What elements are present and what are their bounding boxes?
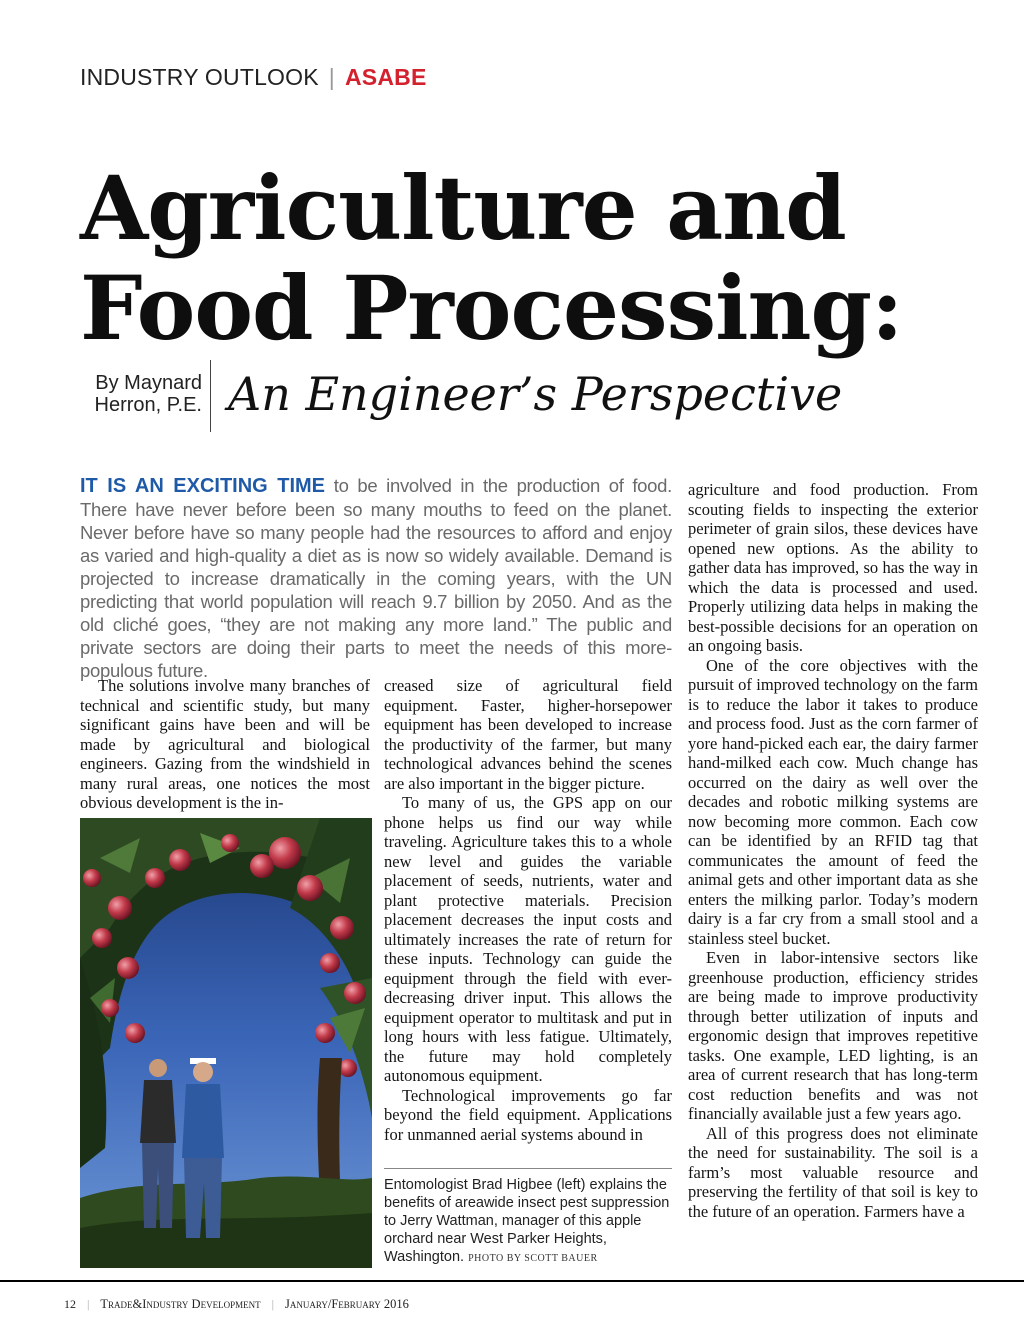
orchard-photo <box>80 818 372 1268</box>
byline <box>60 372 202 416</box>
kicker-separator: | <box>328 64 335 90</box>
body-paragraph: One of the core objectives with the pursuit of improved technology on the farm is to reduce the labor it takes to produce and process food. Just as the corn farmer of yore hand-picked each ear, the dairy farmer hand-milked each cow. Much change has occurred on the dairy as well over the decades and robotic milking systems are now becoming more common. Each cow can be identified by an RFID tag that communicates the amount of feed the animal gets and other important data as she enters the milking parlor. Today’s modern dairy is a far cry from a small stool and a stainless steel bucket. <box>688 655 978 948</box>
title-line-1: Agriculture and <box>80 156 846 260</box>
body-paragraph: The solutions involve many branches of technical and scientific study, but many significant gains have been and will be made by agricultural and biological engineers. Gazing from the windshield in many rural areas, one notices the most obvious development is the in- <box>80 676 370 812</box>
body-paragraph: To many of us, the GPS app on our phone helps us find our way while traveling. Agriculture takes this to a whole new level and guides the variable placement of seeds, nutrients, water and plant protective materials. Precision placement decreases the input costs and ultimately increases the rate of return for these inputs. Technology can guide the equipment through the field with ever-decreasing driver input. This allows the equipment operator to multitask and put in long hours with less fatigue. Ultimately, the future may hold completely autonomous equipment. <box>384 793 672 1085</box>
publication-name: Trade&Industry Development <box>100 1297 261 1311</box>
body-paragraph: Even in labor-intensive sectors like greenhouse production, efficiency strides are being made to improve productivity through better utilization of inputs and ergonomic design that improves repetitive tasks. One example, LED lighting, is an area of current research that has long-term cost reduction benefits and was not financially available just a few years ago. <box>688 948 978 1123</box>
body-column-1 <box>80 676 370 813</box>
byline-line-2: Herron, P.E. <box>94 394 202 416</box>
photo-caption <box>384 1176 674 1268</box>
page-footer <box>64 1297 409 1312</box>
caption-text: Entomologist Brad Higbee (left) explains the benefits of areawide insect pest suppression to Jerry Wattman, manager of this apple orchard near West Parker Heights, Washington. <box>384 1177 670 1265</box>
section-kicker <box>80 64 427 91</box>
photo-credit: PHOTO BY SCOTT BAUER <box>468 1253 598 1264</box>
lede-text: to be involved in the production of food. There have never before been so many mouths to feed on the planet. Never before have so many people had the resources to afford and enjoy as varied and high-quality a diet as is now so widely available. Demand is projected to increase dramatically in the coming years, with the UN predicting that world population will reach 9.7 billion by 2050. And as the old cliché goes, “they are not making any more land.” The public and private sectors are doing their parts to meet the needs of this more-populous future. <box>80 475 672 681</box>
byline-line-1: By Maynard <box>95 372 202 394</box>
body-paragraph: Technological improvements go far beyond the field equipment. Applications for unmanned aerial systems abound in <box>384 1085 672 1144</box>
body-column-3 <box>688 480 978 1221</box>
caption-divider <box>384 1168 672 1169</box>
footer-separator: | <box>271 1297 274 1311</box>
article-lede <box>80 474 672 682</box>
issue-date: January/February 2016 <box>285 1297 409 1311</box>
article-title <box>80 158 903 358</box>
article-subtitle: An Engineer’s Perspective <box>228 367 843 421</box>
body-column-2 <box>384 676 672 1144</box>
lede-lead-in: IT IS AN EXCITING TIME <box>80 475 326 497</box>
title-line-2: Food Processing: <box>80 256 903 360</box>
byline-divider <box>210 360 211 432</box>
orchard-photo-image <box>80 818 372 1268</box>
body-paragraph: agriculture and food production. From scouting fields to inspecting the exterior perimeter of grain silos, these devices have opened new options. As the ability to gather data has improved, so has the way in which the data is processed and used. Properly utilizing data helps in making the best-possible decisions for an operation on an ongoing basis. <box>688 480 978 655</box>
body-paragraph: All of this progress does not eliminate the need for sustainability. The soil is a farm’s most valuable resource and preserving the fertility of that soil is key to the future of an operation. Farmers have a <box>688 1123 978 1221</box>
footer-separator: | <box>87 1297 90 1311</box>
body-paragraph: creased size of agricultural field equipment. Faster, higher-horsepower equipment has been developed to increase the productivity of the farmer, but many technological advances behind the scenes are also important in the bigger picture. <box>384 676 672 793</box>
footer-rule <box>0 1280 1024 1282</box>
section-label: INDUSTRY OUTLOOK <box>80 64 319 90</box>
page-number: 12 <box>64 1297 76 1311</box>
brand-label: ASABE <box>344 64 427 90</box>
